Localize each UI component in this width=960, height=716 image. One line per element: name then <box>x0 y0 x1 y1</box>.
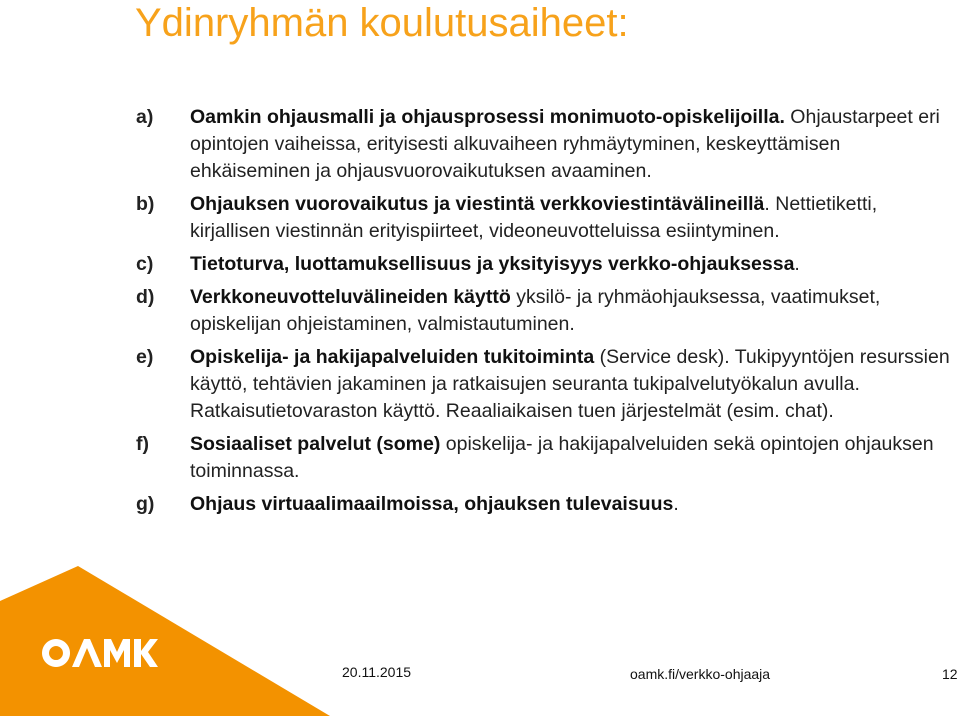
item-marker: a) <box>136 106 154 128</box>
item-text: . <box>673 493 679 515</box>
list-item <box>136 491 958 518</box>
item-marker: d) <box>136 286 155 308</box>
item-text: . <box>794 253 800 275</box>
item-heading: Ohjauksen vuorovaikutus ja viestintä verkkoviestintävälineillä <box>190 193 765 215</box>
list-item <box>136 431 958 485</box>
item-text: (Service desk). Tukipyyntöjen resurssien käyttö, tehtävien jakaminen ja ratkaisujen seuranta tukipalvelutyökalun avulla. Ratkaisutietovaraston käyttö. Reaaliaikaisen tuen järjestelmät (esim. chat). <box>190 346 950 422</box>
item-heading: Sosiaaliset palvelut (some) <box>190 433 441 455</box>
item-text: . Nettietiketti, kirjallisen viestinnän erityispiirteet, videoneuvotteluissa esiintyminen. <box>190 193 878 242</box>
footer-date: 20.11.2015 <box>342 664 412 680</box>
list-item <box>136 104 958 185</box>
oamk-logo <box>0 566 330 716</box>
item-marker: c) <box>136 253 154 275</box>
list-item <box>136 344 958 425</box>
item-text: Ohjaustarpeet eri opintojen vaiheissa, erityisesti alkuvaiheen ryhmäytyminen, keskeyttämisen ehkäiseminen ja ohjausvuorovaikutuksen avaaminen. <box>190 106 940 182</box>
topic-list <box>136 104 958 518</box>
page-number: 12 <box>942 666 958 682</box>
item-text: opiskelija- ja hakijapalveluiden sekä opintojen ohjauksen toiminnassa. <box>190 433 934 482</box>
item-heading: Tietoturva, luottamuksellisuus ja yksityisyys verkko-ohjauksessa <box>190 253 795 275</box>
item-text: yksilö- ja ryhmäohjauksessa, vaatimukset, opiskelijan ohjeistaminen, valmistautuminen. <box>190 286 881 335</box>
footer-url[interactable]: oamk.fi/verkko-ohjaaja <box>630 666 771 682</box>
item-marker: e) <box>136 346 154 368</box>
item-marker: b) <box>136 193 155 215</box>
item-heading: Opiskelija- ja hakijapalveluiden tukitoiminta <box>190 346 595 368</box>
item-marker: g) <box>136 493 155 515</box>
item-heading: Ohjaus virtuaalimaailmoissa, ohjauksen tulevaisuus <box>190 493 674 515</box>
item-heading: Verkkoneuvotteluvälineiden käyttö <box>190 286 511 308</box>
item-marker: f) <box>136 433 149 455</box>
list-item <box>136 284 958 338</box>
slide-title: Ydinryhmän koulutusaiheet: <box>135 1 629 45</box>
list-item <box>136 191 958 245</box>
item-heading: Oamkin ohjausmalli ja ohjausprosessi monimuoto-opiskelijoilla. <box>190 106 785 128</box>
logo-graphic <box>0 566 330 716</box>
list-item <box>136 251 958 278</box>
